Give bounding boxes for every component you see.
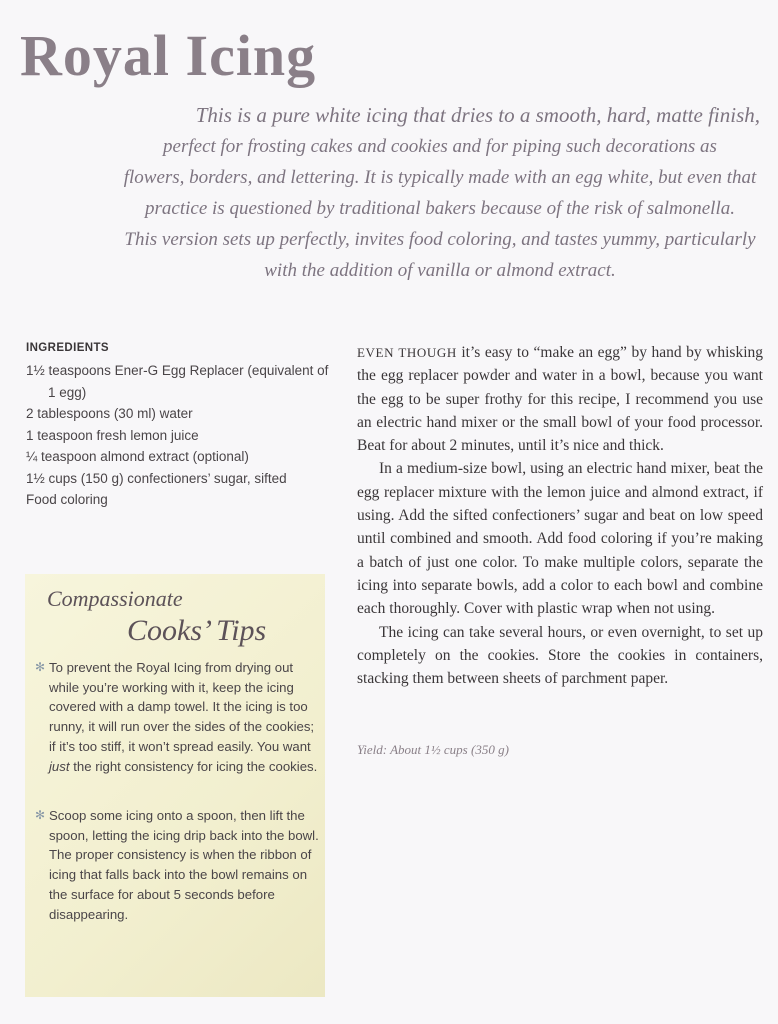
intro-line: practice is questioned by traditional bakers because of the risk of salmonella. (145, 198, 735, 219)
ingredient-item: 2 tablespoons (30 ml) water (26, 406, 193, 421)
ingredient-item: ¼ teaspoon almond extract (optional) (26, 449, 249, 464)
intro-line: flowers, borders, and lettering. It is typically made with an egg white, but even that (123, 167, 757, 188)
paragraph-text: it’s easy to “make an egg” by hand by whisking the egg replacer powder and water in a bowl, because you want the egg to be super frothy for this recipe, I recommend you use an electric hand mixer or the small bowl of your food processor. Beat for about 2 minutes, until it’s nice and thick. (357, 344, 764, 455)
tips-box (25, 574, 325, 997)
asterisk-bullet-icon: ✻ (35, 808, 46, 822)
method-paragraph: In a medium-size bowl, using an electric hand mixer, beat the egg replacer mixture with the lemon juice and almond extract, if using. Add the sifted confectioners’ sugar and beat on low speed until combined and smooth. Add food coloring if you’re making a batch of just one color. To make multiple colors, separate the icing into separate bowls, add a color to each bowl and combine each thoroughly. Cover with plastic wrap when not using. (357, 460, 763, 618)
ingredient-item: 1 teaspoon fresh lemon juice (26, 427, 199, 443)
asterisk-bullet-icon: ✻ (35, 660, 46, 674)
recipe-intro (120, 100, 760, 286)
method-paragraph: The icing can take several hours, or even overnight, to set up completely on the cookies. Store the cookies in containers, stacking them between sheets of parchment paper. (357, 623, 763, 688)
tip-text: Scoop some icing onto a spoon, then lift the spoon, letting the icing drip back into the bowl. The proper consistency is when the ribbon of icing that falls back into the bowl remains on the surface for about 5 seconds before disappearing. (49, 808, 319, 922)
method-text (357, 341, 763, 690)
intro-line: perfect for frosting cakes and cookies and for piping such decorations as (163, 136, 717, 157)
tips-title-line1: Compassionate (47, 586, 183, 611)
ingredients-heading: INGREDIENTS (26, 342, 109, 354)
ingredient-item: Food coloring (26, 492, 108, 507)
tips-title-line2: Cooks’ Tips (127, 614, 267, 647)
method-paragraph (357, 341, 763, 457)
lead-in: EVEN THOUGH (357, 345, 457, 360)
recipe-title: Royal Icing (20, 23, 317, 88)
tip-text-part: the right consistency for icing the cookies. (69, 758, 318, 774)
ingredient-item: 1½ teaspoons Ener-G Egg Replacer (equivalent of 1 egg) (26, 363, 329, 400)
intro-line: with the addition of vanilla or almond extract. (264, 260, 616, 281)
ingredients-list (26, 360, 331, 511)
tip-emphasis: just (49, 758, 70, 774)
tip-text (35, 658, 321, 776)
tip-item (35, 658, 321, 776)
intro-line: This is a pure white icing that dries to a smooth, hard, matte finish, (195, 103, 760, 127)
yield-note: Yield: About 1½ cups (350 g) (357, 742, 509, 757)
tip-text-part: To prevent the Royal Icing from drying out while you’re working with it, keep the icing covered with a damp towel. It the icing is too runny, it will run over the sides of the cookies; if it’s too stiff, it won’t spread easily. You want (49, 660, 315, 754)
intro-line: This version sets up perfectly, invites food coloring, and tastes yummy, particularly (124, 229, 756, 250)
tip-item (35, 806, 321, 924)
ingredient-item: 1½ cups (150 g) confectioners’ sugar, sifted (26, 470, 287, 486)
